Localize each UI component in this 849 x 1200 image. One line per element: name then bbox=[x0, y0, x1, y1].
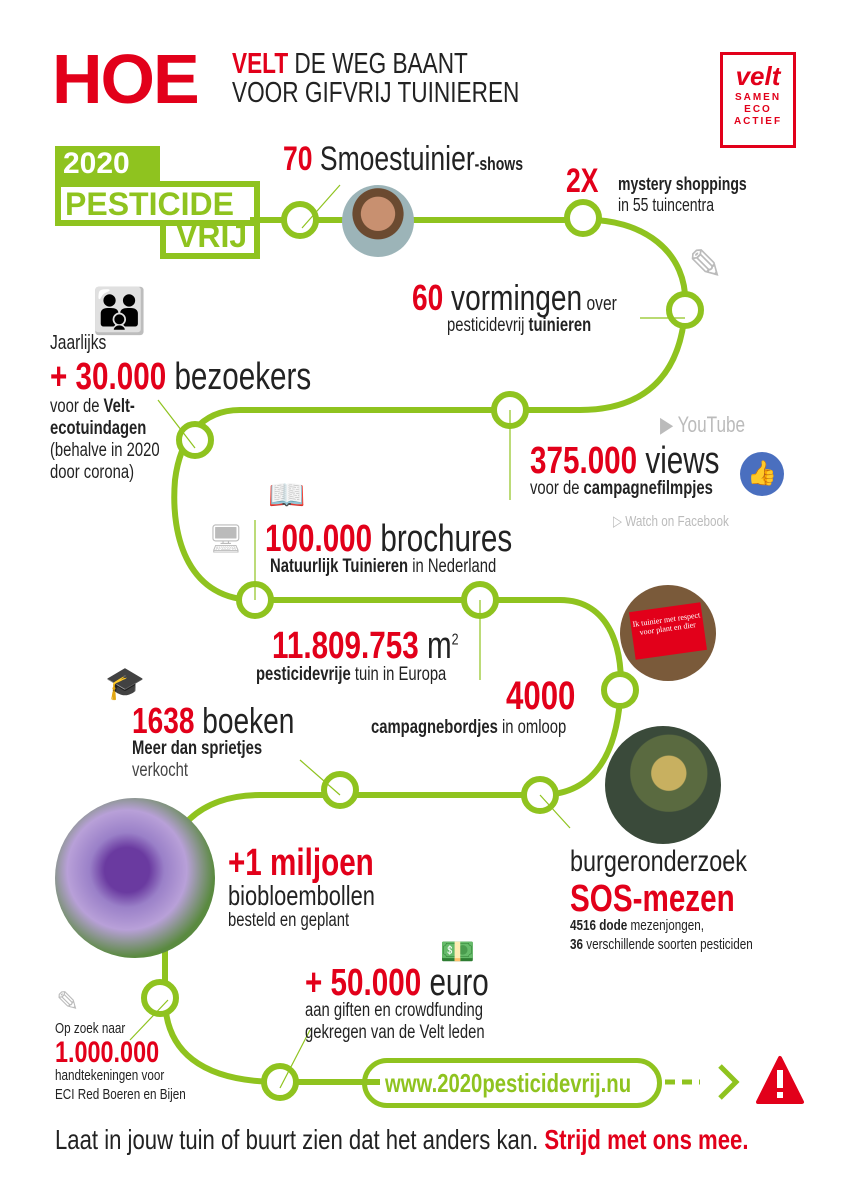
website-link[interactable]: www.2020pesticidevrij.nu bbox=[362, 1058, 662, 1108]
footer-tagline: Laat in jouw tuin of buurt zien dat het anders kan. Strijd met ons mee. bbox=[55, 1124, 749, 1155]
item-smoestuinier: 70 Smoestuinier-shows bbox=[283, 140, 524, 178]
item-bollen: +1 miljoen bbox=[228, 842, 374, 884]
presentation-icon: ✎ bbox=[688, 241, 724, 288]
item-bordjes: 4000 bbox=[506, 674, 576, 718]
item-mystery: 2X bbox=[566, 162, 599, 200]
title-line2: VOOR GIFVRIJ TUINIEREN bbox=[232, 77, 520, 109]
item-euro: + 50.000 euro bbox=[305, 962, 489, 1004]
item-vormingen: 60 vormingen over bbox=[412, 277, 617, 318]
item-handtekeningen: 1.000.000 bbox=[55, 1036, 160, 1069]
tits-photo bbox=[605, 726, 721, 844]
item-views: 375.000 views bbox=[530, 440, 720, 482]
title-hoe: HOE bbox=[52, 40, 198, 118]
watch-on-facebook[interactable]: ▷ Watch on Facebook bbox=[613, 513, 729, 530]
money-icon: 💵 bbox=[440, 936, 475, 967]
campaign-sign-photo: Ik tuinier met respect voor plant en dier bbox=[620, 585, 716, 681]
youtube-logo: ▶ YouTube bbox=[660, 412, 746, 437]
item-m2: 11.809.753 $m^2$ bbox=[272, 625, 459, 667]
velt-logo: velt SAMEN ECO ACTIEF bbox=[720, 52, 796, 148]
crocus-photo bbox=[55, 798, 215, 958]
pesticidevrij-badge: 2020 PESTICIDE VRIJ bbox=[55, 146, 260, 259]
item-boeken: 1638 boeken bbox=[132, 700, 295, 741]
warning-icon bbox=[758, 1058, 802, 1102]
item-mezen: burgeronderzoek bbox=[570, 845, 747, 878]
item-brochures: 100.000 brochures bbox=[265, 518, 513, 560]
family-icon: 👪 bbox=[92, 287, 141, 336]
graduation-cap-icon: 🎓 bbox=[105, 665, 145, 701]
reader-icon: 📖 bbox=[268, 479, 306, 512]
computer-icon: 🖥 bbox=[208, 523, 244, 554]
item-bezoekers: + 30.000 bezoekers bbox=[50, 356, 312, 398]
facebook-like-icon: 👍 bbox=[740, 452, 784, 496]
title-line1: VELT DE WEG BAANT bbox=[232, 48, 468, 80]
presenter-photo bbox=[342, 185, 414, 257]
pencil-icon: ✎ bbox=[56, 986, 80, 1017]
